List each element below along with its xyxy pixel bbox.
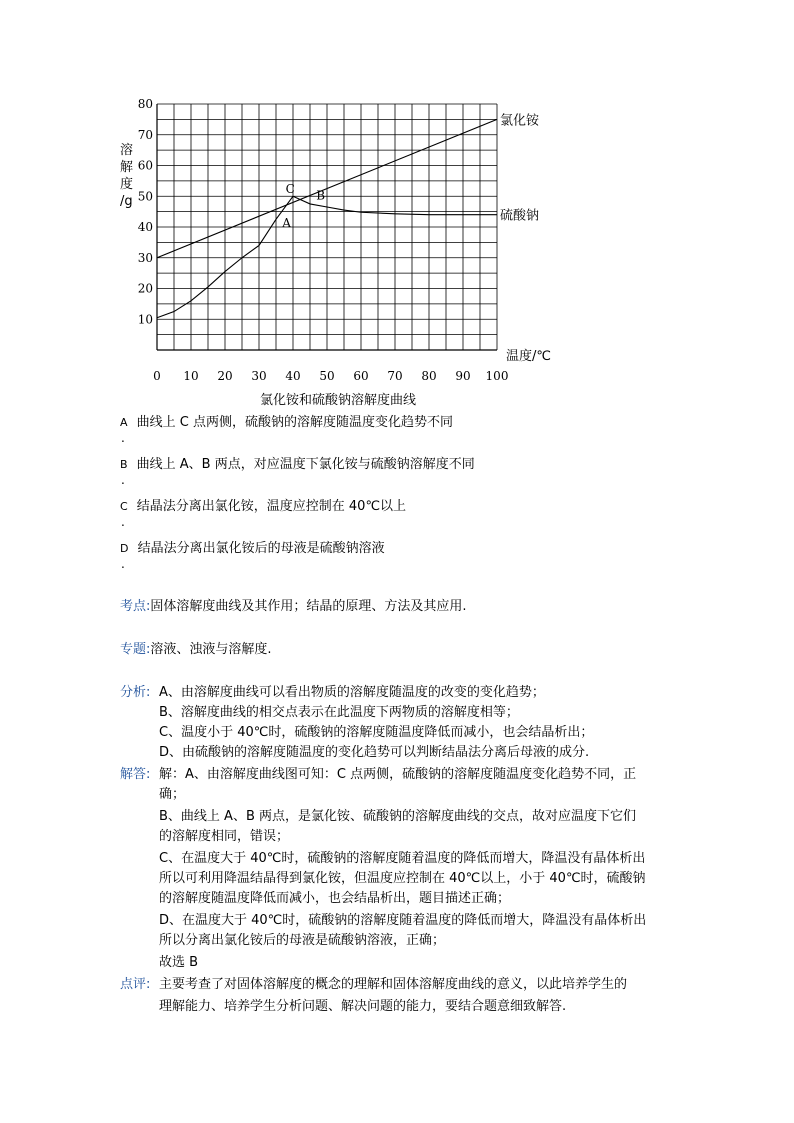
- dianping-line: 主要考查了对固体溶解度的概念的理解和固体溶解度曲线的意义，以此培养学生的: [159, 977, 628, 992]
- chart-annotations: [281, 182, 325, 230]
- chart-title: 氯化铵和硫酸钠溶解度曲线: [260, 393, 417, 408]
- y-tick-label: 50: [137, 189, 153, 204]
- y-axis-label: [120, 142, 133, 209]
- option-letter: C: [120, 500, 128, 513]
- x-tick-label: 90: [455, 369, 471, 383]
- option-dot: .: [121, 431, 125, 445]
- dianping-line: 理解能力、培养学生分析问题、解决问题的能力，要结合题意细致解答.: [159, 999, 567, 1014]
- x-tick-label: 100: [485, 369, 509, 383]
- zhuanti-text: 溶液、浊液与溶解度.: [150, 642, 272, 657]
- jieda-line: D、在温度大于 40℃时，硫酸钠的溶解度随着温度的降低而增大，降温没有晶体析出: [159, 913, 647, 928]
- y-tick-label: 80: [137, 97, 153, 111]
- jieda-line: 故选 B: [159, 955, 199, 970]
- x-tick-label: 50: [319, 369, 335, 383]
- x-tick-label: 0: [153, 369, 161, 383]
- zhuanti-label: 专题:: [120, 642, 151, 657]
- jieda-line: 所以可利用降温结晶得到氯化铵，但温度应控制在 40℃以上，小于 40℃时，硫酸钠: [159, 871, 646, 886]
- y-tick-label: 40: [137, 220, 153, 234]
- dianping-label: 点评:: [120, 977, 151, 992]
- solubility-chart: [110, 92, 560, 412]
- jieda-line: B、曲线上 A、B 两点，是氯化铵、硫酸钠的溶解度曲线的交点，故对应温度下它们: [159, 809, 636, 824]
- x-tick-label: 20: [217, 369, 233, 383]
- fenxi-line: B、溶解度曲线的相交点表示在此温度下两物质的溶解度相等；: [159, 705, 519, 720]
- option-text: 曲线上 A、B 两点，对应温度下氯化铵与硫酸钠溶解度不同: [136, 457, 475, 472]
- jieda-line: C、在温度大于 40℃时，硫酸钠的溶解度随着温度的降低而增大，降温没有晶体析出: [159, 851, 646, 866]
- zhuanti-section: [120, 640, 272, 660]
- chart-grid: [157, 104, 497, 350]
- y-tick-label: 20: [137, 281, 153, 296]
- option-text: 结晶法分离出氯化铵后的母液是硫酸钠溶液: [137, 541, 385, 556]
- option-dot: .: [121, 473, 125, 487]
- x-axis-label: 温度/℃: [506, 349, 551, 364]
- x-tick-label: 40: [285, 369, 301, 383]
- y-tick-labels: [138, 97, 153, 326]
- y-tick-label: 70: [137, 127, 153, 142]
- y-label-char: 解: [120, 160, 134, 175]
- y-label-char: 度: [120, 177, 134, 192]
- option-c[interactable]: [120, 495, 406, 514]
- kaodian-label: 考点:: [120, 599, 151, 614]
- jieda-line: 的溶解度随温度降低而减小，也会结晶析出，题目描述正确；: [159, 891, 511, 906]
- fenxi-label: 分析:: [120, 685, 151, 700]
- point-label: C: [285, 182, 295, 197]
- option-a[interactable]: [120, 411, 453, 430]
- fenxi-line: C、温度小于 40℃时，硫酸钠的溶解度随温度降低而减小，也会结晶析出；: [159, 725, 594, 740]
- jieda-line: 确；: [159, 787, 186, 802]
- option-dot: .: [121, 557, 125, 571]
- jieda-line: 所以分离出氯化铵后的母液是硫酸钠溶液，正确；: [159, 933, 446, 948]
- jieda-line: 的溶解度相同，错误；: [159, 829, 290, 844]
- option-text: 结晶法分离出氯化铵，温度应控制在 40℃以上: [136, 499, 407, 514]
- option-letter: D: [120, 542, 129, 555]
- option-letter: B: [120, 458, 128, 471]
- series-label-ammonium-chloride: 氯化铵: [500, 113, 540, 129]
- option-d[interactable]: [120, 537, 385, 556]
- y-tick-label: 10: [137, 312, 153, 327]
- y-tick-label: 60: [137, 158, 153, 173]
- y-label-char: /g: [120, 194, 133, 209]
- option-b[interactable]: [120, 453, 475, 472]
- jieda-line: 解：A、由溶解度曲线图可知：C 点两侧，硫酸钠的溶解度随温度变化趋势不同，正: [159, 767, 637, 782]
- jieda-label: 解答:: [120, 767, 151, 782]
- point-label: B: [316, 188, 326, 203]
- kaodian-section: [120, 597, 467, 617]
- series-label-sodium-sulfate: 硫酸钠: [500, 208, 540, 224]
- x-tick-label: 70: [387, 369, 403, 383]
- y-tick-label: 30: [137, 250, 153, 265]
- option-dot: .: [121, 515, 125, 529]
- kaodian-text: 固体溶解度曲线及其作用；结晶的原理、方法及其应用.: [150, 599, 467, 614]
- x-tick-label: 80: [421, 369, 437, 383]
- y-label-char: 溶: [120, 143, 134, 158]
- x-tick-label: 30: [251, 369, 267, 383]
- point-label: A: [282, 216, 291, 230]
- x-tick-label: 10: [183, 369, 199, 383]
- option-text: 曲线上 C 点两侧，硫酸钠的溶解度随温度变化趋势不同: [136, 415, 453, 430]
- fenxi-line: A、由溶解度曲线可以看出物质的溶解度随温度的改变的变化趋势；: [159, 685, 545, 700]
- x-tick-label: 60: [353, 369, 369, 383]
- option-letter: A: [120, 416, 128, 429]
- x-tick-labels: [153, 369, 508, 383]
- fenxi-line: D、由硫酸钠的溶解度随温度的变化趋势可以判断结晶法分离后母液的成分.: [159, 745, 590, 760]
